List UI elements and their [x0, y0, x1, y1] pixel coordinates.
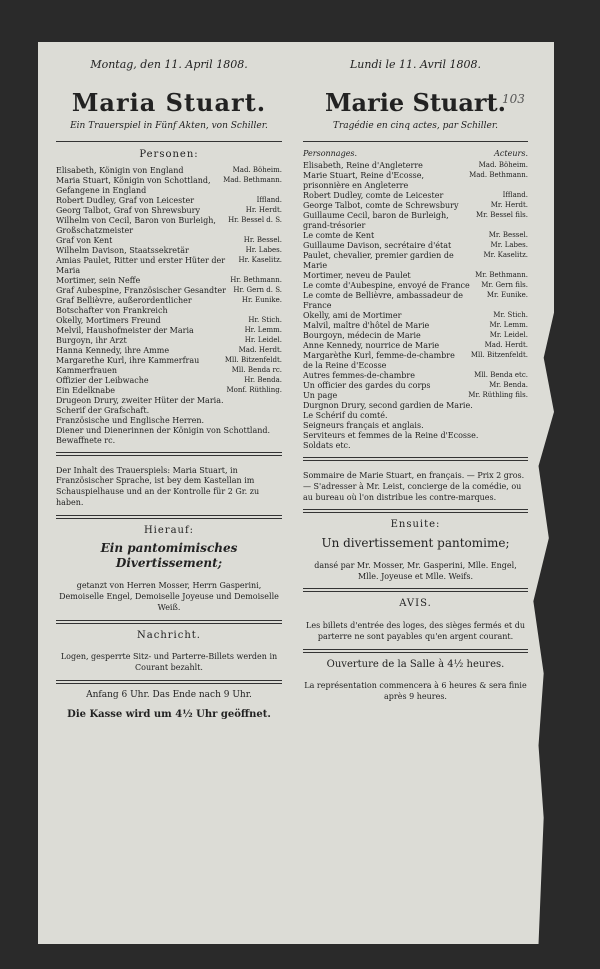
cast-row [303, 251, 528, 271]
ouverture-text: Ouverture de la Salle à 4½ heures. [326, 658, 505, 670]
cast-row [303, 321, 528, 331]
german-subtitle: Ein Trauerspiel in Fünf Akten, von Schiller. [70, 120, 268, 131]
french-sommaire [303, 471, 528, 503]
cast-row [303, 381, 528, 391]
cast-role: Melvil, Haushofmeister der Maria [56, 325, 194, 335]
cast-actor: Hr. Leidel. [244, 335, 282, 344]
cast-role: Wilhelm Davison, Staatssekretär [56, 245, 189, 255]
divider [56, 515, 282, 519]
acteurs-label: Acteurs. [494, 149, 528, 158]
cast-row [303, 411, 528, 421]
cast-row [56, 256, 282, 276]
cast-row [56, 206, 282, 216]
cast-row [303, 441, 528, 451]
cast-role: Graf Aubespine, Französischer Gesandter [56, 285, 226, 295]
cast-row [303, 331, 528, 341]
cast-row [56, 236, 282, 246]
cast-role: Diener und Dienerinnen der Königin von Schottland. [56, 425, 271, 435]
cast-actor: Mr. Gern fils. [481, 281, 528, 289]
cast-role: Georg Talbot, Graf von Shrewsbury [56, 205, 200, 215]
cast-row [303, 371, 528, 381]
cast-actor: Mr. Bethmann. [475, 271, 528, 279]
cast-actor: Mll. Benda rc. [231, 365, 282, 374]
cast-role: Soldats etc. [303, 441, 351, 450]
cast-role: Graf von Kent [56, 235, 113, 245]
cast-role: Margarethe Kurl, ihre Kammerfrau [56, 355, 200, 365]
cast-row [303, 201, 528, 211]
cast-actor: Mad. Bethmann. [223, 175, 282, 184]
cast-actor: Iffland. [256, 195, 282, 204]
cast-role: Un page [303, 391, 338, 400]
cast-role: Ein Edelknabe [56, 385, 115, 395]
french-subtitle: Tragédie en cinq actes, par Schiller. [332, 120, 499, 131]
cast-actor: Mll. Bitzenfeldt. [470, 351, 528, 359]
cast-row [303, 401, 528, 411]
cast-actor: Hr. Lemm. [244, 325, 282, 334]
cast-actor: Mad. Bethmann. [469, 171, 528, 179]
cast-actor: Hr. Bessel. [243, 235, 282, 244]
cast-row [303, 311, 528, 321]
cast-row [56, 346, 282, 356]
cast-row [303, 291, 528, 311]
ensuite-heading: Ensuite: [390, 519, 441, 531]
cast-row [56, 426, 282, 436]
cast-row [56, 436, 282, 446]
german-inhalt [56, 466, 282, 509]
cast-role: George Talbot, comte de Schrewsbury [303, 201, 459, 210]
cast-row [56, 176, 282, 196]
cast-role: Französische und Englische Herren. [56, 415, 205, 425]
cast-row [303, 241, 528, 251]
cast-actor: Hr. Eunike. [241, 295, 282, 304]
cast-row [56, 416, 282, 426]
cast-role: Offizier der Leibwache [56, 375, 149, 385]
cast-actor: Monf. Rüthling. [226, 385, 282, 394]
cast-row [303, 431, 528, 441]
cast-actor: Hr. Kaselitz. [238, 255, 282, 264]
cast-row [56, 376, 282, 386]
cast-role: Guillaume Cecil, baron de Burleigh, grand-trésorier [303, 211, 449, 230]
avis-text: Les billets d'entrée des loges, des sièges fermés et du parterre ne sont payables qu'en argent courant. [306, 620, 525, 641]
german-cast-list [56, 166, 282, 446]
cast-role: Le comte de Kent [303, 231, 375, 240]
cast-row [303, 211, 528, 231]
cast-actor: Mr. Herdt. [490, 201, 528, 209]
divider [303, 509, 528, 513]
cast-row [56, 216, 282, 236]
french-divertissement-text: dansé par Mr. Mosser, Mr. Gasperini, Mlle. Engel, Mlle. Joyeuse et Mlle. Weifs. [314, 560, 517, 581]
cast-row [303, 161, 528, 171]
german-divertissement-title: Ein pantomimisches Divertissement; [100, 541, 238, 571]
cast-role: Mortimer, sein Neffe [56, 275, 141, 285]
cast-role: Margarèthe Kurl, femme-de-chambre de la Reine d'Ecosse [303, 351, 455, 370]
cast-row [303, 171, 528, 191]
cast-row [56, 396, 282, 406]
cast-actor: Mr. Benda. [489, 381, 528, 389]
cast-role: Elisabeth, Königin von England [56, 165, 184, 175]
german-times: Anfang 6 Uhr. Das Ende nach 9 Uhr. [86, 689, 252, 700]
cast-actor: Hr. Stich. [248, 315, 282, 324]
cast-role: Serviteurs et femmes de la Reine d'Ecosse. [303, 431, 479, 440]
cast-role: Le comte d'Aubespine, envoyé de France [303, 281, 470, 290]
cast-role: Graf Bellièvre, außerordentlicher Botschafter von Frankreich [56, 295, 192, 315]
french-divertissement-title: Un divertissement pantomime; [321, 535, 510, 550]
cast-role: Wilhelm von Cecil, Baron von Burleigh, Großschatzmeister [56, 215, 216, 235]
divider [303, 588, 528, 592]
page-mark: 103 [502, 92, 525, 106]
hierauf-heading: Hierauf: [143, 524, 195, 536]
cast-actor: Hr. Benda. [244, 375, 282, 384]
cast-row [56, 166, 282, 176]
cast-actor: Mr. Rüthling fils. [468, 391, 528, 399]
french-date: Lundi le 11. Avril 1808. [349, 58, 482, 71]
cast-row [303, 391, 528, 401]
cast-row [56, 406, 282, 416]
avis-heading: AVIS. [399, 598, 432, 610]
cast-row [56, 326, 282, 336]
cast-row [303, 281, 528, 291]
divider [56, 620, 282, 624]
german-date: Montag, den 11. April 1808. [90, 58, 248, 71]
cast-role: Scherif der Grafschaft. [56, 405, 150, 415]
cast-actor: Mr. Bessel. [488, 231, 528, 239]
cast-actor: Mr. Labes. [490, 241, 528, 249]
cast-role: Robert Dudley, Graf von Leicester [56, 195, 195, 205]
cast-row [303, 351, 528, 371]
german-kasse: Die Kasse wird um 4½ Uhr geöffnet. [67, 708, 271, 720]
personnages-label: Personnages. [303, 149, 358, 158]
cast-actor: Mad. Herdt. [238, 345, 282, 354]
cast-role: Guillaume Davison, secrétaire d'état [303, 241, 452, 250]
cast-actor: Mr. Stich. [493, 311, 528, 319]
cast-role: Marie Stuart, Reine d'Ecosse, prisonnière en Angleterre [303, 171, 425, 190]
french-title: Marie Stuart. [324, 87, 506, 117]
cast-actor: Mr. Kaselitz. [483, 251, 528, 259]
cast-role: Autres femmes-de-chambre [303, 371, 415, 380]
cast-role: Bewaffnete rc. [56, 435, 116, 445]
cast-role: Drugeon Drury, zweiter Hüter der Maria. [56, 395, 224, 405]
cast-actor: Mad. Herdt. [484, 341, 528, 349]
cast-row [56, 286, 282, 296]
cast-actor: Hr. Bethmann. [230, 275, 282, 284]
cast-actor: Mr. Eunike. [486, 291, 528, 299]
cast-role: Hanna Kennedy, ihre Amme [56, 345, 170, 355]
cast-role: Paulet, chevalier, premier gardien de Marie [303, 251, 454, 270]
cast-row [303, 341, 528, 351]
divider [56, 680, 282, 684]
nachricht-heading: Nachricht. [137, 629, 201, 641]
cast-role: Le comte de Bellièvre, ambassadeur de France [303, 291, 464, 310]
cast-role: Elisabeth, Reine d'Angleterre [303, 161, 423, 170]
cast-role: Okelly, Mortimers Freund [56, 315, 161, 325]
cast-role: Durgnon Drury, second gardien de Marie. [303, 401, 473, 410]
cast-actor: Mll. Benda etc. [474, 371, 528, 379]
representation-text: La représentation commencera à 6 heures & sera finie après 9 heures. [304, 681, 527, 701]
cast-actor: Hr. Herdt. [245, 205, 282, 214]
cast-role: Seigneurs français et anglais. [303, 421, 424, 430]
french-cast-header [303, 149, 528, 159]
cast-row [56, 296, 282, 316]
cast-actor: Mad. Böheim. [232, 165, 282, 174]
cast-role: Maria Stuart, Königin von Schottland, Gefangene in England [56, 175, 211, 195]
french-cast-list [303, 161, 528, 451]
nachricht-text: Logen, gesperrte Sitz- und Parterre-Billets werden in Courant bezahlt. [60, 652, 278, 672]
cast-actor: Mr. Lemm. [489, 321, 528, 329]
cast-actor: Mr. Bessel fils. [476, 211, 528, 219]
cast-actor: Hr. Labes. [245, 245, 282, 254]
cast-actor: Mll. Bitzenfeldt. [224, 355, 282, 364]
cast-row [56, 196, 282, 206]
cast-role: Malvil, maître d'hôtel de Marie [303, 321, 430, 330]
cast-actor: Hr. Gern d. S. [233, 285, 282, 294]
french-column [303, 58, 528, 703]
cast-row [303, 231, 528, 241]
sommaire-text: Sommaire de Marie Stuart, en français. — Prix 2 gros. — S'adresser à Mr. Leist, concierge de la comédie, ou au bureau où l'on distribue les contre-marques. [303, 471, 525, 502]
cast-row [56, 336, 282, 346]
inhalt-text: Der Inhalt des Trauerspiels: Maria Stuart, in Französischer Sprache, ist bey dem Kastellan im Schauspielhause und an der Kontrolle für 2 Gr. zu haben. [56, 465, 260, 507]
divider [303, 141, 528, 142]
cast-role: Un officier des gardes du corps [303, 381, 431, 390]
cast-role: Burgoyn, ihr Arzt [56, 335, 127, 345]
german-divertissement-text: getanzt von Herren Mosser, Herrn Gasperini, Demoiselle Engel, Demoiselle Joyeuse und Demoiselle Weiß. [59, 581, 279, 612]
cast-row [303, 421, 528, 431]
cast-role: Amias Paulet, Ritter und erster Hüter der Maria [56, 255, 226, 275]
divider [303, 649, 528, 653]
cast-role: Anne Kennedy, nourrice de Marie [303, 341, 440, 350]
cast-row [56, 316, 282, 326]
german-title: Maria Stuart. [71, 87, 267, 117]
cast-role: Robert Dudley, comte de Leicester [303, 191, 444, 200]
cast-role: Le Schérif du comté. [303, 411, 388, 420]
cast-row [56, 246, 282, 256]
cast-role: Kammerfrauen [56, 365, 118, 375]
cast-row [56, 366, 282, 376]
divider [56, 141, 282, 142]
divider [56, 452, 282, 456]
cast-role: Okelly, ami de Mortimer [303, 311, 402, 320]
cast-actor: Mad. Böheim. [478, 161, 528, 169]
cast-actor: Iffland. [502, 191, 528, 199]
divider [303, 457, 528, 461]
cast-role: Bourgoyn, médecin de Marie [303, 331, 421, 340]
cast-actor: Hr. Bessel d. S. [228, 215, 282, 224]
german-column [56, 58, 282, 721]
cast-row [303, 271, 528, 281]
cast-role: Mortimer, neveu de Paulet [303, 271, 411, 280]
personen-heading: Personen: [139, 149, 199, 160]
cast-row [56, 386, 282, 396]
cast-row [56, 276, 282, 286]
cast-row [303, 191, 528, 201]
cast-actor: Mr. Leidel. [489, 331, 528, 339]
cast-row [56, 356, 282, 366]
